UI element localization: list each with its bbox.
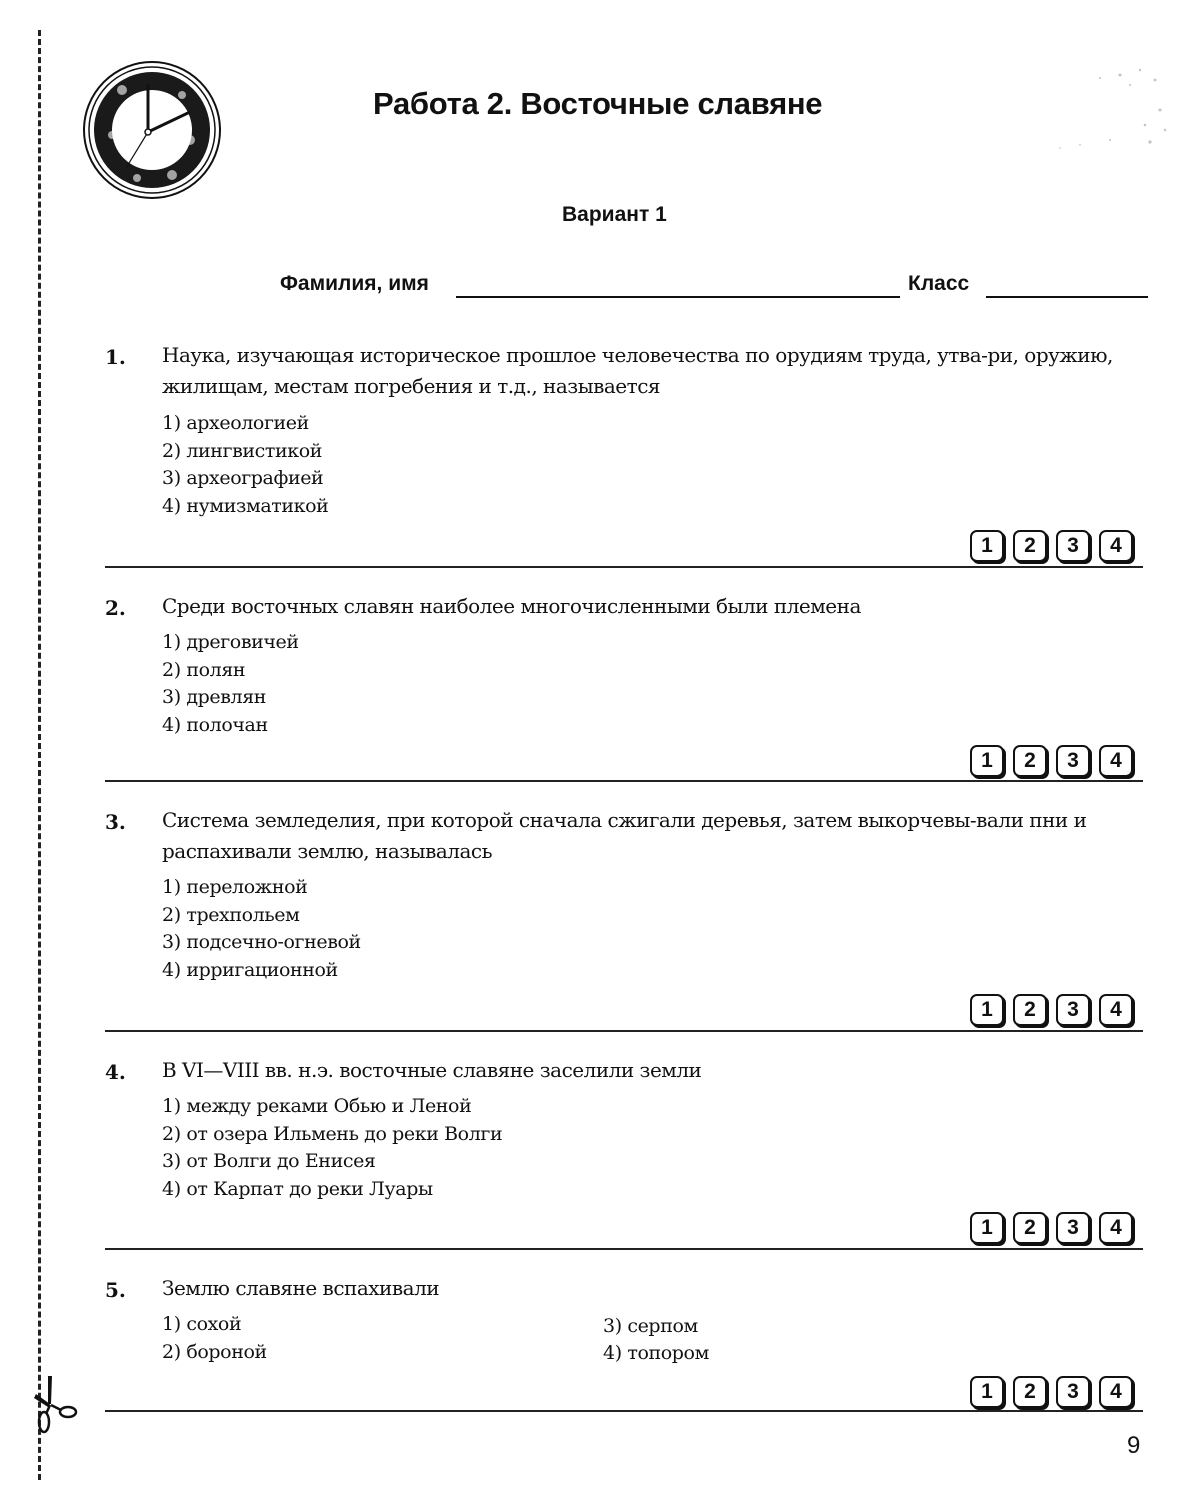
answer-box-4[interactable]: 4 [1099,1212,1133,1244]
question-number: 1. [105,345,126,369]
question-3 [105,810,1145,1020]
question-2 [105,596,1145,766]
answer-box-1[interactable]: 1 [970,1376,1004,1408]
option-3[interactable]: 3) подсечно-огневой [162,931,361,953]
answer-box-4[interactable]: 4 [1099,1376,1133,1408]
option-3[interactable]: 3) серпом [603,1315,698,1337]
answer-boxes-4 [970,1212,1133,1244]
question-text: Наука, изучающая историческое прошлое человечества по орудиям труда, утва-ри, оружию, жилищам, местам погребения и т.д., называется [162,343,1113,398]
answer-box-1[interactable]: 1 [970,745,1004,777]
question-4 [105,1060,1145,1230]
variant-label: Вариант 1 [562,203,667,226]
question-number: 5. [105,1278,126,1302]
answer-box-2[interactable]: 2 [1013,994,1047,1026]
answer-box-1[interactable]: 1 [970,530,1004,562]
cut-line [38,30,41,1480]
answer-box-1[interactable]: 1 [970,994,1004,1026]
answer-box-3[interactable]: 3 [1056,1212,1090,1244]
option-2[interactable]: 2) полян [162,659,246,681]
question-text: Землю славяне вспахивали [162,1276,440,1300]
scissors-icon [34,1374,80,1434]
answer-box-2[interactable]: 2 [1013,1376,1047,1408]
divider [105,1030,1143,1032]
answer-boxes-1 [970,530,1133,562]
answer-box-3[interactable]: 3 [1056,530,1090,562]
option-1[interactable]: 1) между реками Обью и Леной [162,1095,472,1117]
question-5 [105,1278,1145,1388]
name-field[interactable] [456,296,900,298]
student-info-row [280,272,1148,302]
divider [105,1248,1143,1250]
option-1[interactable]: 1) переложной [162,876,308,898]
option-4[interactable]: 4) полочан [162,714,268,736]
clock-icon [82,60,222,200]
option-1[interactable]: 1) сохой [162,1313,242,1335]
option-1[interactable]: 1) дреговичей [162,631,299,653]
option-3[interactable]: 3) археографией [162,467,324,489]
divider [105,1410,1143,1412]
answer-boxes-3 [970,994,1133,1026]
option-4[interactable]: 4) нумизматикой [162,495,329,517]
name-label: Фамилия, имя [280,272,429,295]
answer-box-3[interactable]: 3 [1056,994,1090,1026]
class-label: Класс [908,272,970,295]
class-field[interactable] [986,296,1148,298]
option-1[interactable]: 1) археологией [162,412,309,434]
page-title: Работа 2. Восточные славяне [373,86,823,121]
divider [105,780,1143,782]
option-4[interactable]: 4) от Карпат до реки Луары [162,1178,433,1200]
option-4[interactable]: 4) топором [603,1342,709,1364]
option-2[interactable]: 2) от озера Ильмень до реки Волги [162,1123,503,1145]
option-3[interactable]: 3) древлян [162,686,267,708]
answer-box-3[interactable]: 3 [1056,1376,1090,1408]
divider [105,566,1143,568]
answer-box-4[interactable]: 4 [1099,745,1133,777]
answer-box-2[interactable]: 2 [1013,745,1047,777]
page-number: 9 [1127,1432,1141,1459]
answer-boxes-5 [970,1376,1133,1408]
option-2[interactable]: 2) лингвистикой [162,440,323,462]
answer-box-1[interactable]: 1 [970,1212,1004,1244]
question-number: 3. [105,810,126,834]
option-2[interactable]: 2) бороной [162,1341,267,1363]
answer-box-4[interactable]: 4 [1099,530,1133,562]
question-number: 2. [105,596,126,620]
scan-noise [1000,60,1170,155]
option-3[interactable]: 3) от Волги до Енисея [162,1150,376,1172]
answer-boxes-2 [970,745,1133,777]
question-text: Система земледелия, при которой сначала сжигали деревья, затем выкорчевы-вали пни и распахивали землю, называлась [162,808,1087,863]
option-2[interactable]: 2) трехпольем [162,904,300,926]
question-text: Среди восточных славян наиболее многочисленными были племена [162,594,861,618]
answer-box-2[interactable]: 2 [1013,1212,1047,1244]
answer-box-4[interactable]: 4 [1099,994,1133,1026]
option-4[interactable]: 4) ирригационной [162,959,338,981]
answer-box-3[interactable]: 3 [1056,745,1090,777]
question-number: 4. [105,1060,126,1084]
question-text: В VI—VIII вв. н.э. восточные славяне заселили земли [162,1058,702,1082]
answer-box-2[interactable]: 2 [1013,530,1047,562]
